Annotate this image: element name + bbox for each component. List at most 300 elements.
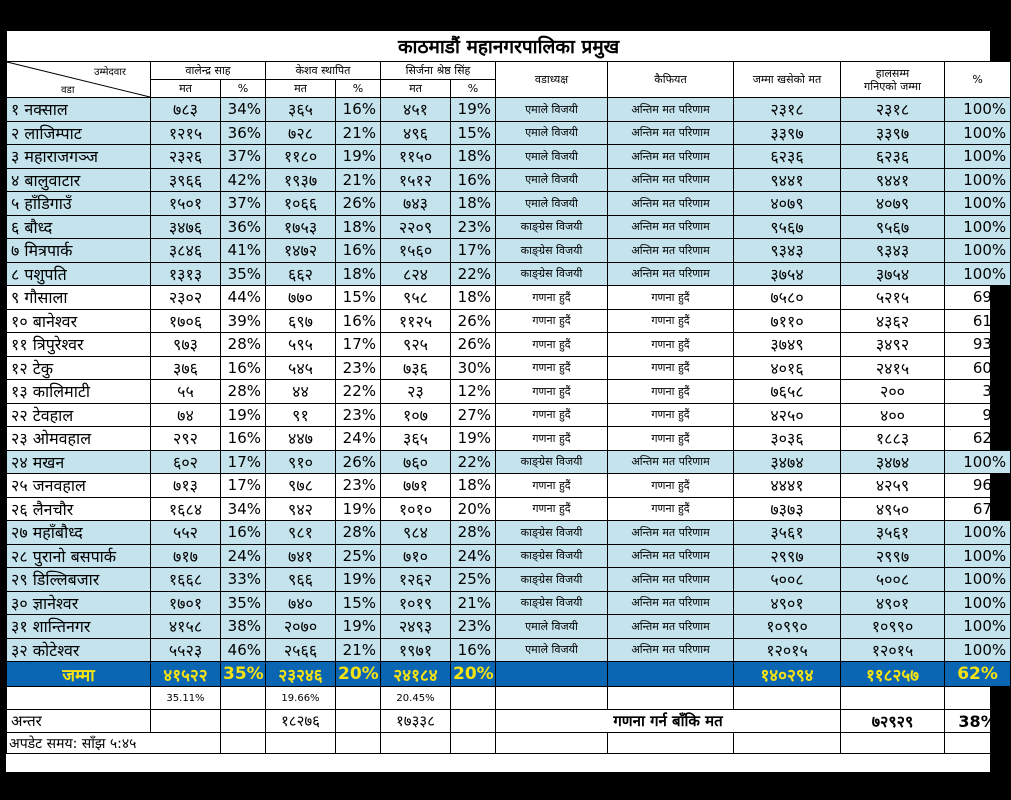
ward-name: ७ मित्रपार्क [7, 239, 151, 263]
ward-chair-result: गणना हुदैं [496, 497, 608, 521]
candidate-3-percent-header: % [451, 80, 496, 98]
table-row [7, 333, 1011, 357]
candidate-3-votes: ४९६ [381, 121, 451, 145]
ward-name: १ नक्साल [7, 98, 151, 122]
counted-votes: ५२१५ [841, 286, 945, 310]
candidate-2-vote-header: मत [266, 80, 336, 98]
difference-row [7, 710, 1011, 733]
candidate-1-votes: ४१५८ [151, 615, 221, 639]
counted-percent: 100% [945, 638, 1011, 662]
candidate-2-percent: 21% [336, 168, 381, 192]
candidate-2-votes: ९१ [266, 403, 336, 427]
ward-name: २ लाजिम्पाट [7, 121, 151, 145]
update-empty-8 [734, 733, 841, 754]
candidate-1-votes: १५०१ [151, 192, 221, 216]
candidate-3-percent: 19% [451, 98, 496, 122]
candidate-1-percent: 33% [221, 568, 266, 592]
remark: अन्तिम मत परिणाम [608, 168, 734, 192]
precise-empty-4 [496, 687, 608, 710]
precise-empty-6 [734, 687, 841, 710]
candidate-3-votes: २४९३ [381, 615, 451, 639]
candidate-1-percent-header: % [221, 80, 266, 98]
counted-votes: ४०० [841, 403, 945, 427]
candidate-1-percent: 16% [221, 521, 266, 545]
total-cast-votes: ४४४१ [734, 474, 841, 498]
counted-percent: 100% [945, 450, 1011, 474]
totals-empty-chair [496, 662, 608, 687]
remaining-votes-percent: 38% [945, 710, 1011, 733]
remark: अन्तिम मत परिणाम [608, 145, 734, 169]
candidate-1-votes: २३०२ [151, 286, 221, 310]
difference-candidate-2: १८२७६ [266, 710, 336, 733]
counted-header-line-2: गनिएको जम्मा [864, 79, 921, 93]
candidate-1-percent: 46% [221, 638, 266, 662]
ward-chair-result: एमाले विजयी [496, 615, 608, 639]
candidate-3-votes: १०१९ [381, 591, 451, 615]
counted-percent: 3% [945, 380, 1011, 404]
remark: गणना हुदैं [608, 380, 734, 404]
ward-chair-result: एमाले विजयी [496, 192, 608, 216]
table-row [7, 450, 1011, 474]
diagonal-header-cell [7, 62, 151, 98]
ward-name: ५ हाँडिगाउँ [7, 192, 151, 216]
table-row [7, 215, 1011, 239]
candidate-1-votes: २९२ [151, 427, 221, 451]
page-title: काठमाडौं महानगरपालिका प्रमुख [7, 31, 1011, 62]
candidate-2-votes: ९८१ [266, 521, 336, 545]
total-cast-header: जम्मा खसेको मत [734, 62, 841, 98]
candidate-2-percent-header: % [336, 80, 381, 98]
ward-chair-result: गणना हुदैं [496, 380, 608, 404]
table-row [7, 380, 1011, 404]
candidate-2-percent: 17% [336, 333, 381, 357]
candidate-1-percent: 16% [221, 356, 266, 380]
candidate-3-votes: ७७१ [381, 474, 451, 498]
counted-percent: 100% [945, 568, 1011, 592]
ward-chair-result: काङ्ग्रेस विजयी [496, 450, 608, 474]
candidate-3-percent: 23% [451, 615, 496, 639]
counted-percent: 93% [945, 333, 1011, 357]
candidate-1-percent: 35% [221, 262, 266, 286]
remark: अन्तिम मत परिणाम [608, 544, 734, 568]
candidate-1-percent: 34% [221, 497, 266, 521]
candidate-3-percent: 18% [451, 286, 496, 310]
candidate-1-percent: 36% [221, 215, 266, 239]
candidate-2-votes: ९४२ [266, 497, 336, 521]
table-row [7, 474, 1011, 498]
candidate-3-votes: ७४३ [381, 192, 451, 216]
update-empty-1 [221, 733, 266, 754]
ward-chair-result: गणना हुदैं [496, 403, 608, 427]
candidate-2-percent: 26% [336, 192, 381, 216]
candidate-1-percent: 37% [221, 192, 266, 216]
candidate-1-votes: ३८४६ [151, 239, 221, 263]
table-row [7, 497, 1011, 521]
remaining-votes-label: गणना गर्न बाँकि मत [496, 710, 841, 733]
counted-votes: ४२५९ [841, 474, 945, 498]
ward-chair-result: काङ्ग्रेस विजयी [496, 262, 608, 286]
total-cast-votes: २९९७ [734, 544, 841, 568]
candidate-1-votes: ६०२ [151, 450, 221, 474]
counted-percent: 100% [945, 145, 1011, 169]
candidate-1-percent: 28% [221, 333, 266, 357]
candidate-3-header: सिर्जना श्रेष्ठ सिंह [381, 62, 496, 80]
ward-name: ३० ज्ञानेश्वर [7, 591, 151, 615]
candidate-1-votes: ५५२ [151, 521, 221, 545]
ward-name: ३१ शान्तिनगर [7, 615, 151, 639]
candidate-2-votes: ११८० [266, 145, 336, 169]
candidate-3-votes: ७३६ [381, 356, 451, 380]
ward-chair-result: एमाले विजयी [496, 638, 608, 662]
candidate-1-votes: ५५ [151, 380, 221, 404]
candidate-1-percent: 42% [221, 168, 266, 192]
candidate-2-votes: ५९५ [266, 333, 336, 357]
remark: अन्तिम मत परिणाम [608, 262, 734, 286]
ward-chair-result: गणना हुदैं [496, 356, 608, 380]
candidate-3-votes: १५१२ [381, 168, 451, 192]
candidate-2-percent: 18% [336, 215, 381, 239]
ward-chair-result: काङ्ग्रेस विजयी [496, 544, 608, 568]
counted-votes: २०० [841, 380, 945, 404]
candidate-3-percent: 30% [451, 356, 496, 380]
candidate-3-percent: 23% [451, 215, 496, 239]
ward-name: ६ बौध्द [7, 215, 151, 239]
ward-name: १२ टेकु [7, 356, 151, 380]
ward-name: १३ कालिमाटी [7, 380, 151, 404]
candidate-1-votes: ३७६ [151, 356, 221, 380]
candidate-2-votes: १७५३ [266, 215, 336, 239]
candidate-3-votes: ३६५ [381, 427, 451, 451]
remark: गणना हुदैं [608, 286, 734, 310]
counted-votes: ४९०१ [841, 591, 945, 615]
candidate-2-percent: 15% [336, 286, 381, 310]
remark: अन्तिम मत परिणाम [608, 521, 734, 545]
candidate-2-percent: 28% [336, 521, 381, 545]
table-row [7, 615, 1011, 639]
ward-chair-result: काङ्ग्रेस विजयी [496, 568, 608, 592]
ward-name: २७ महाँबौध्द [7, 521, 151, 545]
candidate-2-percent: 23% [336, 356, 381, 380]
remark: अन्तिम मत परिणाम [608, 215, 734, 239]
candidate-2-percent: 19% [336, 497, 381, 521]
table-row [7, 356, 1011, 380]
counted-votes: ४०७९ [841, 192, 945, 216]
remark: अन्तिम मत परिणाम [608, 121, 734, 145]
candidate-2-header: केशव स्थापित [266, 62, 381, 80]
candidate-2-percent: 24% [336, 427, 381, 451]
counted-percent: 96% [945, 474, 1011, 498]
precise-empty-ward [7, 687, 151, 710]
table-row [7, 262, 1011, 286]
candidate-1-percent: 34% [221, 98, 266, 122]
table-row [7, 521, 1011, 545]
remark: अन्तिम मत परिणाम [608, 98, 734, 122]
candidate-header-label: उम्मेदवार [94, 67, 126, 78]
precise-percent-candidate-3: 20.45% [381, 687, 451, 710]
total-cast-votes: ४९०१ [734, 591, 841, 615]
table-row [7, 427, 1011, 451]
candidate-2-votes: ३६५ [266, 98, 336, 122]
difference-label: अन्तर [7, 710, 151, 733]
total-cast-votes: ४२५० [734, 403, 841, 427]
ward-name: ३ महाराजगञ्ज [7, 145, 151, 169]
ward-name: ९ गौसाला [7, 286, 151, 310]
remark: गणना हुदैं [608, 427, 734, 451]
total-cast-votes: ३७४९ [734, 333, 841, 357]
candidate-3-percent: 24% [451, 544, 496, 568]
ward-name: ३२ कोटेश्वर [7, 638, 151, 662]
remark: अन्तिम मत परिणाम [608, 638, 734, 662]
difference-empty-3 [336, 710, 381, 733]
remark: अन्तिम मत परिणाम [608, 239, 734, 263]
candidate-3-votes: ४५१ [381, 98, 451, 122]
remark: अन्तिम मत परिणाम [608, 192, 734, 216]
candidate-2-votes: ६६२ [266, 262, 336, 286]
results-sheet [6, 30, 1007, 772]
candidate-2-percent: 22% [336, 380, 381, 404]
candidate-3-votes: ७६० [381, 450, 451, 474]
counted-percent: 67% [945, 497, 1011, 521]
total-cast-votes: ४०१६ [734, 356, 841, 380]
update-empty-3 [336, 733, 381, 754]
counted-percent: 100% [945, 192, 1011, 216]
counted-votes: ५००८ [841, 568, 945, 592]
total-cast-votes: ३४७४ [734, 450, 841, 474]
candidate-1-percent: 37% [221, 145, 266, 169]
table-row [7, 145, 1011, 169]
candidate-3-votes: ९५८ [381, 286, 451, 310]
counted-votes: २९९७ [841, 544, 945, 568]
candidate-2-percent: 16% [336, 309, 381, 333]
ward-name: १० बानेश्वर [7, 309, 151, 333]
ward-name: २९ डिल्लिबजार [7, 568, 151, 592]
update-empty-9 [841, 733, 945, 754]
counted-percent: 100% [945, 544, 1011, 568]
counted-percent: 100% [945, 98, 1011, 122]
candidate-2-votes: ९१० [266, 450, 336, 474]
counted-percent: 100% [945, 591, 1011, 615]
remark: गणना हुदैं [608, 474, 734, 498]
remaining-votes-value: ७२९२९ [841, 710, 945, 733]
ward-name: २५ जनवहाल [7, 474, 151, 498]
candidate-1-percent: 38% [221, 615, 266, 639]
table-row [7, 286, 1011, 310]
candidate-2-votes: ४४७ [266, 427, 336, 451]
candidate-1-votes: १२१५ [151, 121, 221, 145]
table-row [7, 568, 1011, 592]
total-cast-votes: ९४४१ [734, 168, 841, 192]
candidate-1-percent: 39% [221, 309, 266, 333]
ward-chair-result: एमाले विजयी [496, 121, 608, 145]
ward-chair-result: काङ्ग्रेस विजयी [496, 215, 608, 239]
candidate-2-percent: 19% [336, 568, 381, 592]
totals-candidate-2-percent: 20% [336, 662, 381, 687]
candidate-3-votes: १२६२ [381, 568, 451, 592]
table-row [7, 591, 1011, 615]
totals-row [7, 662, 1011, 687]
candidate-1-percent: 36% [221, 121, 266, 145]
candidate-3-percent: 20% [451, 497, 496, 521]
counted-votes: ९५६७ [841, 215, 945, 239]
ward-chair-result: काङ्ग्रेस विजयी [496, 591, 608, 615]
counted-votes: ३४९२ [841, 333, 945, 357]
candidate-2-votes: १०६६ [266, 192, 336, 216]
candidate-1-vote-header: मत [151, 80, 221, 98]
counted-percent: 61% [945, 309, 1011, 333]
candidate-1-votes: १६८४ [151, 497, 221, 521]
ward-chair-result: गणना हुदैं [496, 286, 608, 310]
candidate-2-votes: १९३७ [266, 168, 336, 192]
candidate-1-votes: १६६८ [151, 568, 221, 592]
ward-chair-result: गणना हुदैं [496, 474, 608, 498]
counted-percent: 100% [945, 168, 1011, 192]
counted-votes: ३४७४ [841, 450, 945, 474]
total-cast-votes: ७६५८ [734, 380, 841, 404]
total-cast-votes: ७११० [734, 309, 841, 333]
candidate-3-percent: 27% [451, 403, 496, 427]
candidate-1-percent: 35% [221, 591, 266, 615]
counted-votes: ६२३६ [841, 145, 945, 169]
candidate-3-percent: 22% [451, 262, 496, 286]
total-cast-votes: २३१८ [734, 98, 841, 122]
candidate-1-votes: १७०६ [151, 309, 221, 333]
ward-chair-result: गणना हुदैं [496, 333, 608, 357]
candidate-2-votes: २५६६ [266, 638, 336, 662]
counted-total-header [841, 62, 945, 98]
candidate-1-votes: ३४७६ [151, 215, 221, 239]
candidate-1-percent: 24% [221, 544, 266, 568]
total-cast-votes: ४०७९ [734, 192, 841, 216]
counted-percent: 100% [945, 615, 1011, 639]
counted-votes: १८८३ [841, 427, 945, 451]
candidate-3-percent: 16% [451, 638, 496, 662]
candidate-2-votes: ७४० [266, 591, 336, 615]
precise-empty-5 [608, 687, 734, 710]
candidate-3-votes: २३ [381, 380, 451, 404]
remark: अन्तिम मत परिणाम [608, 615, 734, 639]
update-empty-10 [945, 733, 1011, 754]
remark: गणना हुदैं [608, 356, 734, 380]
total-cast-votes: ३०३६ [734, 427, 841, 451]
counted-percent-header: % [945, 62, 1011, 98]
ward-chair-result: गणना हुदैं [496, 309, 608, 333]
candidate-2-percent: 16% [336, 98, 381, 122]
counted-votes: २४१५ [841, 356, 945, 380]
candidate-2-votes: ४४ [266, 380, 336, 404]
candidate-2-votes: ९६६ [266, 568, 336, 592]
candidate-1-percent: 17% [221, 450, 266, 474]
results-table [6, 30, 1011, 754]
candidate-3-percent: 19% [451, 427, 496, 451]
candidate-3-percent: 18% [451, 192, 496, 216]
precise-percent-candidate-2: 19.66% [266, 687, 336, 710]
candidate-3-votes: १०१० [381, 497, 451, 521]
candidate-2-votes: ५४५ [266, 356, 336, 380]
remark: गणना हुदैं [608, 333, 734, 357]
difference-empty-2 [221, 710, 266, 733]
counted-percent: 100% [945, 521, 1011, 545]
remark: अन्तिम मत परिणाम [608, 450, 734, 474]
precise-empty-3 [451, 687, 496, 710]
candidate-3-percent: 16% [451, 168, 496, 192]
ward-chair-header: वडाध्यक्ष [496, 62, 608, 98]
difference-candidate-3: १७३३८ [381, 710, 451, 733]
difference-empty-1 [151, 710, 221, 733]
ward-chair-result: एमाले विजयी [496, 98, 608, 122]
ward-chair-result: काङ्ग्रेस विजयी [496, 239, 608, 263]
candidate-1-header: वालेन्द्र साह [151, 62, 266, 80]
candidate-2-percent: 19% [336, 145, 381, 169]
totals-candidate-1-votes: ४१५२२ [151, 662, 221, 687]
totals-candidate-3-votes: २४१८४ [381, 662, 451, 687]
candidate-3-votes: १९७१ [381, 638, 451, 662]
counted-percent: 100% [945, 215, 1011, 239]
ward-header-label: वडा [61, 85, 75, 96]
candidate-3-percent: 28% [451, 521, 496, 545]
candidate-3-votes: २२०९ [381, 215, 451, 239]
candidate-1-percent: 41% [221, 239, 266, 263]
totals-candidate-1-percent: 35% [221, 662, 266, 687]
remark: अन्तिम मत परिणाम [608, 568, 734, 592]
update-row [7, 733, 1011, 754]
precise-percent-row [7, 687, 1011, 710]
candidate-1-percent: 28% [221, 380, 266, 404]
candidate-2-votes: ७७० [266, 286, 336, 310]
counted-votes: १०९९० [841, 615, 945, 639]
candidate-1-percent: 17% [221, 474, 266, 498]
ward-name: २८ पुरानो बसपार्क [7, 544, 151, 568]
candidate-1-percent: 44% [221, 286, 266, 310]
difference-empty-4 [451, 710, 496, 733]
table-row [7, 309, 1011, 333]
counted-percent: 9% [945, 403, 1011, 427]
counted-percent: 62% [945, 427, 1011, 451]
precise-empty-7 [841, 687, 945, 710]
candidate-3-percent: 12% [451, 380, 496, 404]
totals-label: जम्मा [7, 662, 151, 687]
ward-name: ८ पशुपति [7, 262, 151, 286]
counted-votes: ३७५४ [841, 262, 945, 286]
candidate-3-percent: 26% [451, 309, 496, 333]
counted-percent: 60% [945, 356, 1011, 380]
table-row [7, 168, 1011, 192]
precise-percent-candidate-1: 35.11% [151, 687, 221, 710]
candidate-2-percent: 23% [336, 474, 381, 498]
ward-name: २२ टेवहाल [7, 403, 151, 427]
candidate-3-votes: ११५० [381, 145, 451, 169]
table-row [7, 98, 1011, 122]
candidate-3-votes: १५६० [381, 239, 451, 263]
counted-percent: 69% [945, 286, 1011, 310]
candidate-3-votes: ७१० [381, 544, 451, 568]
candidate-3-percent: 18% [451, 474, 496, 498]
candidate-1-votes: ३९६६ [151, 168, 221, 192]
candidate-3-votes: १०७ [381, 403, 451, 427]
remark: गणना हुदैं [608, 497, 734, 521]
remark-header: कैफियत [608, 62, 734, 98]
totals-empty-remark [608, 662, 734, 687]
counted-votes: ३३९७ [841, 121, 945, 145]
candidate-2-percent: 26% [336, 450, 381, 474]
totals-candidate-2-votes: २३२४६ [266, 662, 336, 687]
candidate-2-percent: 16% [336, 239, 381, 263]
total-cast-votes: ६२३६ [734, 145, 841, 169]
candidate-3-percent: 15% [451, 121, 496, 145]
candidate-1-percent: 16% [221, 427, 266, 451]
candidate-2-votes: ९७८ [266, 474, 336, 498]
counted-votes: ४३६२ [841, 309, 945, 333]
candidate-2-votes: ७२८ [266, 121, 336, 145]
